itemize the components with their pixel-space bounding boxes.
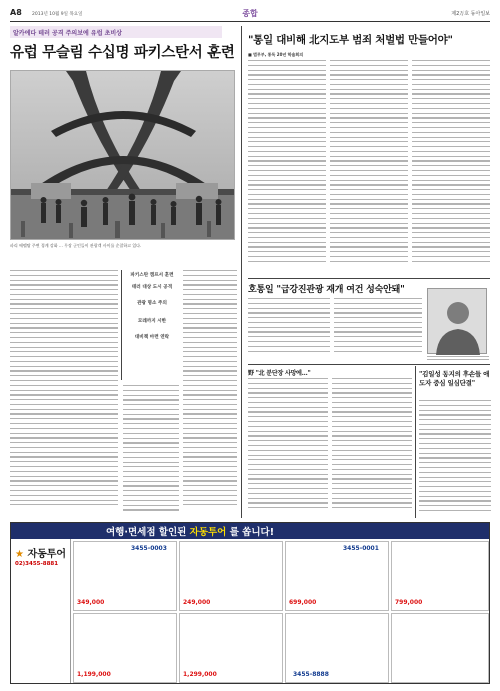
box-item: 테러 대상 도시 공격	[131, 285, 173, 290]
ad-price: 1,199,000	[77, 671, 111, 678]
person-silhouette-icon	[428, 289, 488, 355]
right-body-col3	[412, 60, 490, 275]
ad-contact-number: 3455-8888	[293, 671, 329, 678]
ad-price: 799,000	[395, 599, 423, 606]
ad-banner-bar	[11, 523, 489, 539]
right-body-col1	[248, 60, 326, 275]
page-header	[10, 8, 490, 22]
sub3-body-col1	[248, 378, 328, 518]
sub1-body-col1	[248, 298, 330, 360]
ad-banner-text	[106, 524, 274, 538]
left-body-col1	[10, 270, 118, 518]
sub-headline-2: "김일성 동지의 후손들 애도자 중심 일심단결"	[419, 370, 490, 387]
eiffel-photo-graphic	[11, 71, 235, 240]
portrait-caption	[427, 356, 489, 362]
left-body-col2	[123, 385, 179, 518]
masthead: 제2万호 동아일보	[451, 11, 490, 17]
ad-phone: 02)3455-8881	[15, 561, 59, 567]
box-item: 모레까지 시한	[137, 319, 167, 324]
column-divider	[241, 26, 242, 518]
page-number: A8	[10, 8, 22, 17]
ad-banner-part-c: 를 쏩니다!	[229, 527, 275, 538]
right-byline: ■ 법무부, 통독 20년 학술회의	[248, 52, 304, 57]
sub-divider	[415, 366, 416, 518]
right-headline: "통일 대비해 北지도부 범죄 처벌법 만들어야"	[248, 34, 453, 46]
ad-brand-panel	[11, 539, 71, 684]
ad-logo	[15, 545, 66, 560]
main-headline: 유럽 무슬림 수십명 파키스탄서 훈련	[10, 44, 235, 61]
issue-date: 2013년 10월 9일 목요일	[32, 12, 83, 17]
sub2-body	[419, 400, 491, 518]
sub3-body-col2	[332, 378, 412, 518]
ad-logo-text: 자동투어	[27, 549, 67, 560]
ad-logo-mark-icon: ★	[15, 549, 24, 560]
left-body-col3	[183, 270, 237, 518]
ad-price: 699,000	[289, 599, 317, 606]
photo-caption: 파리 에펠탑 주변 경계 강화 … 무장 군인들이 관광객 사이를 순찰하고 있다.	[10, 243, 142, 248]
portrait-photo	[427, 288, 487, 354]
sub1-body-col2	[334, 298, 422, 360]
eiffel-tower-photo	[10, 70, 235, 240]
sub-headline-3: 野 "北 분단장 사망에…"	[248, 370, 311, 377]
article-kicker: 알카에다 테러 공격 주의보에 유럽 초비상	[10, 26, 222, 38]
sub-headline-1: 호통일 "급강진관광 재개 여건 성숙안돼"	[248, 285, 405, 295]
right-body-col2	[330, 60, 408, 275]
travel-advertisement	[10, 522, 490, 684]
box-item: 대비책 마련 연락	[134, 335, 170, 340]
ad-banner-brand: 자동투어	[189, 527, 227, 538]
ad-cell	[391, 613, 489, 683]
ad-price: 349,000	[77, 599, 105, 606]
ad-price: 249,000	[183, 599, 211, 606]
section-rule-2	[248, 364, 490, 365]
ad-contact-number: 3455-0003	[131, 545, 167, 552]
section-rule	[248, 278, 490, 279]
box-item: 파키스탄 캠프서 훈련	[130, 273, 174, 278]
section-title: 종합	[242, 9, 258, 18]
box-left-border	[121, 270, 122, 380]
ad-banner-part-a: 여행·면세점 할인된	[106, 527, 187, 538]
box-item: 관광 명소 주의	[137, 301, 167, 306]
ad-price: 1,299,000	[183, 671, 217, 678]
ad-contact-number: 3455-0001	[343, 545, 379, 552]
